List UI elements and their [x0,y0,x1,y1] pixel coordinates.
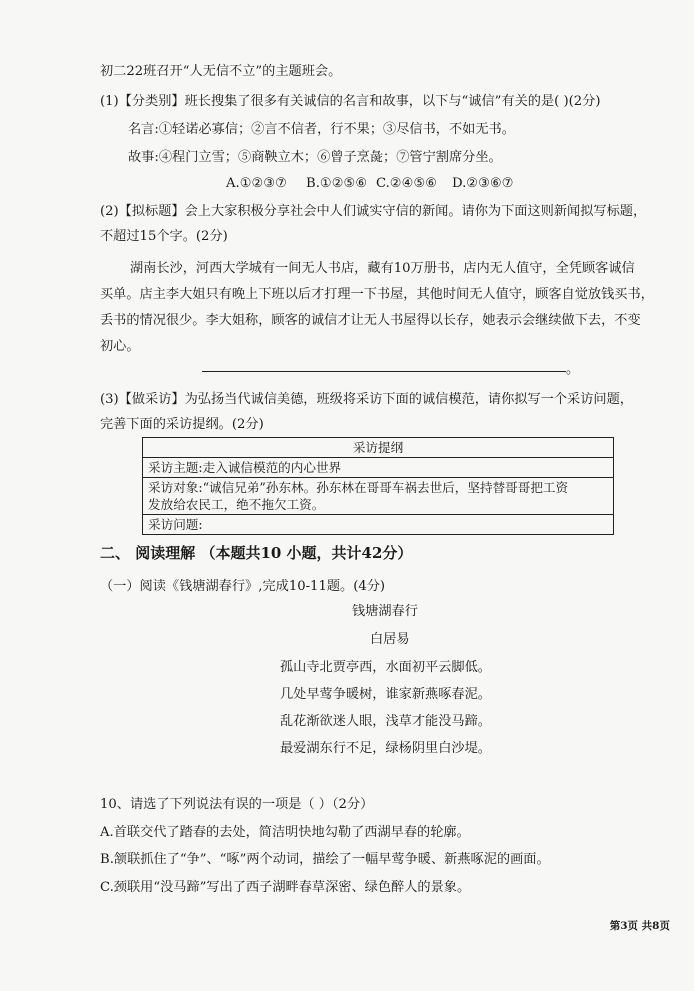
q2-news-line2: 买单。店主李大姐只有晚上下班以后才打理一下书屋，其他时间无人值守，顾客自觉放钱买书， [100,287,654,302]
poem-line-4: 最爱湖东行不足，绿杨阴里白沙堤。 [280,741,491,756]
q3-stem-line1: (3)【做采访】为弘扬当代诚信美德，班级将采访下面的诚信模范，请你拟写一个采访问题， [100,392,633,407]
q1-quotes: 名言:①轻诺必寡信；②言不信者，行不果；③尽信书，不如无书。 [128,122,515,137]
q2-answer-line[interactable] [202,371,566,372]
q2-news-line3: 丢书的情况很少。李大姐称，顾客的诚信才让无人书屋得以长存，她表示会继续做下去，不变 [100,313,641,328]
table-row-theme: 采访主题:走入诚信模范的内心世界 [143,458,614,478]
table-row-object-line2: 发放给农民工，绝不拖欠工资。 [148,497,325,512]
q2-answer-period: 。 [566,362,580,377]
q3-stem-line2: 完善下面的采访提纲。(2分) [100,417,264,432]
q2-stem-line1: (2)【拟标题】会上大家积极分享社会中人们诚实守信的新闻。请你为下面这则新闻拟写标题， [100,204,647,219]
section2-sub: （一）阅读《钱塘湖春行》,完成10-11题。(4分) [100,579,386,594]
poem-title: 钱塘湖春行 [352,604,418,619]
q1-option-d: D.②③⑥⑦ [452,176,514,191]
poem-author: 白居易 [370,632,410,647]
section2-heading: 二、 阅读理解 （本题共10 小题，共计42分） [100,544,413,562]
interview-outline-table [142,437,614,535]
q10-stem: 10、请选了下列说法有误的一项是（ ）（2分） [100,797,374,812]
poem-line-2: 几处早莺争暖树，谁家新燕啄春泥。 [280,687,491,702]
q10-option-b: B.颔联抓住了“争”、“啄”两个动词，描绘了一幅早莺争暖、新燕啄泥的画面。 [100,852,550,867]
table-title: 采访提纲 [143,438,614,458]
q10-option-c: C.颈联用“没马蹄”写出了西子湖畔春草深密、绿色醉人的景象。 [100,880,471,895]
poem-line-1: 孤山寺北贾亭西，水面初平云脚低。 [280,660,491,675]
table-row-object-line1: 采访对象:“诚信兄弟”孙东林。孙东林在哥哥车祸去世后，坚持替哥哥把工资 [148,480,569,495]
poem-line-3: 乱花渐欲迷人眼，浅草才能没马蹄。 [280,714,491,729]
q1-option-b: B.①②⑤⑥ [306,176,368,191]
q1-stories: 故事:④程门立雪；⑤商鞅立木；⑥曾子烹彘；⑦管宁割席分坐。 [128,150,502,165]
table-row-object [143,478,614,515]
q1-stem: (1)【分类别】班长搜集了很多有关诚信的名言和故事，以下与“诚信”有关的是( )(2分) [100,94,601,109]
q2-news-line4: 初心。 [100,339,140,354]
page-number: 第3页 共8页 [609,920,670,932]
q1-option-a: A.①②③⑦ [226,176,288,191]
table-row-question[interactable]: 采访问题: [143,515,614,535]
q10-option-a: A.首联交代了踏春的去处，简洁明快地勾勒了西湖早春的轮廓。 [100,825,470,840]
q2-news-line1: 湖南长沙，河西大学城有一间无人书店，藏有10万册书，店内无人值守，全凭顾客诚信 [130,261,635,276]
q2-stem-line2: 不超过15个字。(2分) [100,229,228,244]
intro-text: 初二22班召开“人无信不立”的主题班会。 [100,64,342,79]
q1-option-c: C.②④⑤⑥ [376,176,438,191]
